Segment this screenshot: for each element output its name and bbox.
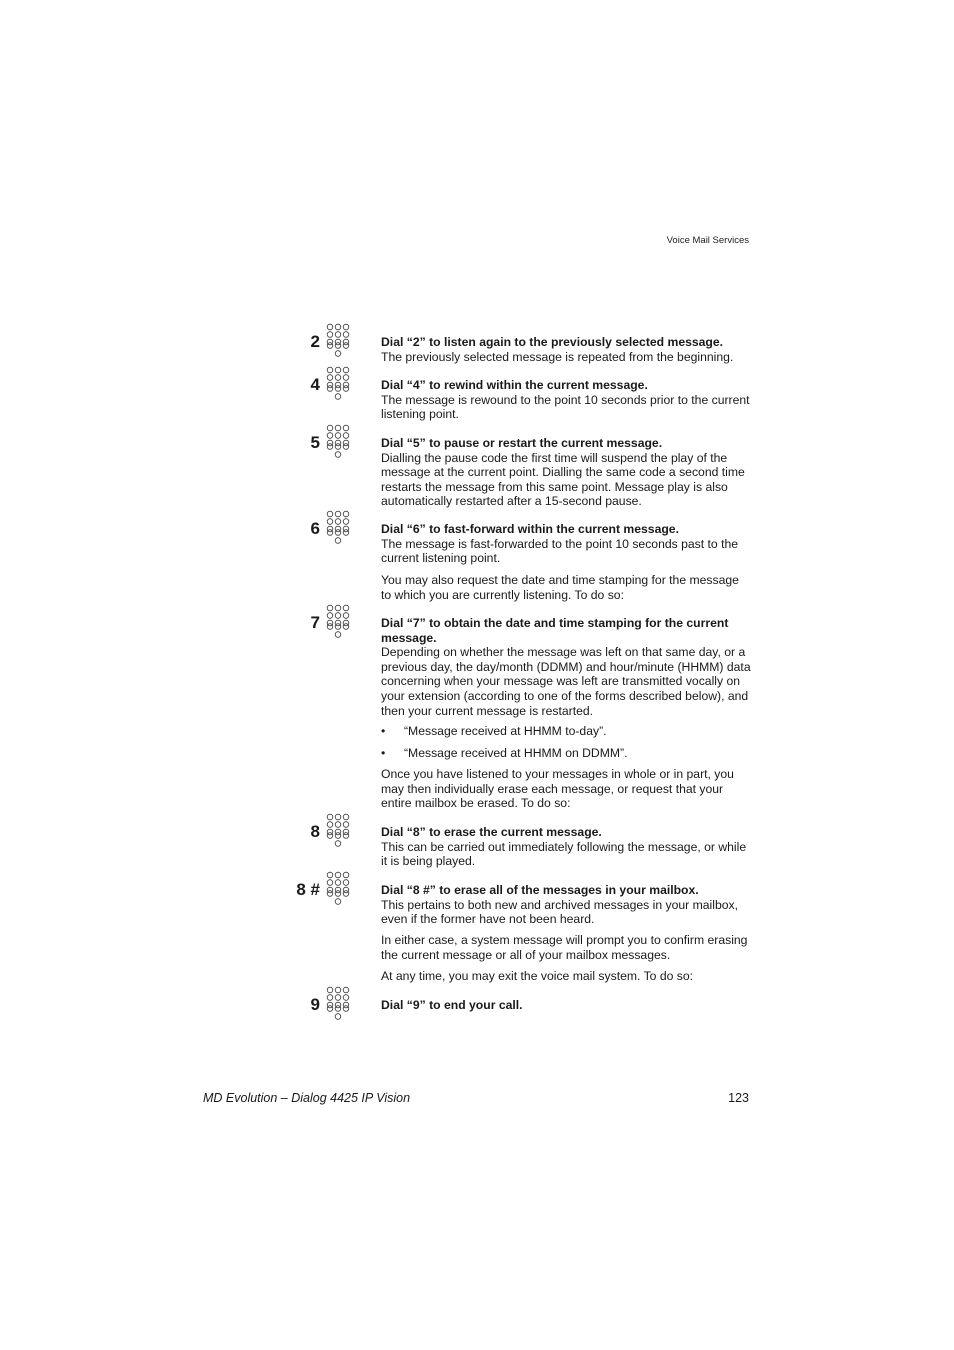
keypad-key [327, 891, 333, 897]
keypad-icon [325, 871, 351, 905]
keypad-key [343, 324, 349, 330]
keypad-key [327, 367, 333, 373]
keypad-key [327, 814, 333, 820]
keypad-key [335, 324, 341, 330]
bullet-text: “Message received at HHMM to-day”. [404, 724, 607, 738]
page-number: 123 [728, 1091, 749, 1105]
keypad-icon [325, 323, 351, 357]
keypad-key [335, 452, 341, 458]
keypad-key [343, 891, 349, 897]
keypad-key [327, 332, 333, 338]
keypad-key [335, 444, 341, 450]
keypad-key [327, 833, 333, 839]
keypad-key [335, 899, 341, 905]
key-label-8: 8 [310, 822, 320, 841]
keypad-key [335, 624, 341, 630]
keypad-key [327, 519, 333, 525]
instruction-dial-4 [381, 378, 751, 422]
keypad-icon [325, 366, 351, 400]
key-label-6: 6 [310, 519, 320, 538]
instruction-text: Dialling the pause code the first time will suspend the play of the message at the current point. Dialling the same code a second time restarts the message from this same point. Message play is also automatically restarted after a 15-second pause. [381, 450, 745, 509]
keypad-key [335, 425, 341, 431]
keypad-key [343, 833, 349, 839]
keypad-key [335, 880, 341, 886]
keypad-key [335, 343, 341, 349]
keypad-key [335, 1006, 341, 1012]
keypad-key [327, 995, 333, 1001]
key-label-7: 7 [310, 613, 320, 632]
paragraph-erase-intro: Once you have listened to your messages in whole or in part, you may then individually erase each message, or request that your entire mailbox be erased. To do so: [381, 767, 734, 811]
keypad-key [343, 995, 349, 1001]
keypad-key [327, 444, 333, 450]
instruction-dial-9 [381, 998, 751, 1013]
keypad-key [343, 511, 349, 517]
instruction-text: Depending on whether the message was left on that same day, or a previous day, the day/month (DDMM) and hour/minute (HHMM) data concerning when your message was left are transmitted vocally on your extension (according to one of the forms described below), and then your current message is restarted. [381, 645, 751, 718]
key-label-4: 4 [310, 375, 320, 394]
instruction-dial-5 [381, 436, 751, 509]
keypad-key [343, 444, 349, 450]
keypad-key [343, 332, 349, 338]
keypad-key [343, 343, 349, 349]
keypad-key [335, 386, 341, 392]
keypad-key [343, 624, 349, 630]
keypad-key [327, 872, 333, 878]
keypad-key [335, 822, 341, 828]
keypad-key [343, 433, 349, 439]
keypad-key [335, 833, 341, 839]
keypad-key [335, 519, 341, 525]
keypad-key [343, 367, 349, 373]
keypad-key [335, 332, 341, 338]
instruction-text: The message is fast-forwarded to the point 10 seconds past to the current listening point. [381, 536, 739, 566]
keypad-key [343, 1006, 349, 1012]
instruction-heading: Dial “2” to listen again to the previously selected message. [381, 335, 724, 349]
keypad-key [327, 433, 333, 439]
bullet-symbol: • [381, 746, 386, 760]
instruction-text: This can be carried out immediately following the message, or while it is being played. [381, 839, 747, 869]
instruction-heading: Dial “8 #” to erase all of the messages in your mailbox. [381, 883, 699, 897]
keypad-key [343, 613, 349, 619]
key-label-5: 5 [310, 433, 320, 452]
keypad-key [335, 538, 341, 544]
keypad-key [343, 814, 349, 820]
keypad-key [335, 841, 341, 847]
keypad-icon [325, 813, 351, 847]
key-label-2: 2 [310, 332, 320, 351]
running-header: Voice Mail Services [666, 235, 749, 246]
instruction-dial-8 [381, 825, 751, 869]
keypad-key [335, 367, 341, 373]
instruction-heading: Dial “5” to pause or restart the current message. [381, 436, 663, 450]
instruction-text: The message is rewound to the point 10 seconds prior to the current listening point. [381, 392, 750, 422]
keypad-key [335, 530, 341, 536]
instruction-heading: Dial “6” to fast-forward within the current message. [381, 522, 679, 536]
keypad-key [343, 530, 349, 536]
keypad-key [343, 375, 349, 381]
key-label-8-hash: 8 # [296, 880, 320, 899]
keypad-key [343, 872, 349, 878]
bullet-text: “Message received at HHMM on DDMM”. [404, 746, 628, 760]
keypad-key [327, 605, 333, 611]
paragraph-exit-intro: At any time, you may exit the voice mail system. To do so: [381, 969, 694, 983]
footer-document-title: MD Evolution – Dialog 4425 IP Vision [203, 1091, 411, 1105]
keypad-icon [325, 510, 351, 544]
keypad-key [327, 1006, 333, 1012]
keypad-key [343, 880, 349, 886]
keypad-key [343, 425, 349, 431]
keypad-key [327, 987, 333, 993]
keypad-key [327, 324, 333, 330]
keypad-icon [325, 604, 351, 638]
keypad-key [335, 995, 341, 1001]
keypad-key [327, 343, 333, 349]
keypad-key [335, 511, 341, 517]
keypad-key [335, 375, 341, 381]
keypad-key [343, 605, 349, 611]
keypad-key [343, 386, 349, 392]
keypad-key [327, 880, 333, 886]
keypad-key [335, 814, 341, 820]
instruction-heading: Dial “4” to rewind within the current message. [381, 378, 648, 392]
keypad-key [327, 375, 333, 381]
keypad-key [335, 872, 341, 878]
keypad-key [327, 624, 333, 630]
keypad-key [327, 822, 333, 828]
keypad-key [335, 1014, 341, 1020]
keypad-key [335, 351, 341, 357]
keypad-key [335, 632, 341, 638]
instruction-dial-6 [381, 522, 751, 566]
instruction-text: This pertains to both new and archived messages in your mailbox, even if the former have not been heard. [381, 897, 739, 927]
keypad-key [343, 822, 349, 828]
keypad-key [335, 987, 341, 993]
keypad-icon [325, 424, 351, 458]
instruction-text: The previously selected message is repeated from the beginning. [381, 349, 734, 364]
keypad-key [327, 425, 333, 431]
instruction-dial-2 [381, 335, 751, 364]
keypad-key [327, 613, 333, 619]
keypad-key [343, 987, 349, 993]
instruction-dial-7 [381, 616, 751, 718]
keypad-key [335, 891, 341, 897]
keypad-key [335, 613, 341, 619]
keypad-key [327, 386, 333, 392]
key-label-9: 9 [310, 995, 320, 1014]
keypad-key [327, 511, 333, 517]
keypad-key [327, 530, 333, 536]
keypad-icon [325, 986, 351, 1020]
instruction-heading: Dial “9” to end your call. [381, 998, 523, 1012]
keypad-key [343, 519, 349, 525]
instruction-heading: Dial “7” to obtain the date and time stamping for the current message. [381, 616, 729, 645]
bullet-symbol: • [381, 724, 386, 738]
instruction-dial-8-hash [381, 883, 751, 927]
keypad-key [335, 394, 341, 400]
instruction-heading: Dial “8” to erase the current message. [381, 825, 602, 839]
keypad-key [335, 605, 341, 611]
paragraph-confirm-erase: In either case, a system message will prompt you to confirm erasing the current message or all of your mailbox messages. [381, 933, 748, 962]
keypad-key [335, 433, 341, 439]
paragraph-date-stamp-intro: You may also request the date and time stamping for the message to which you are currently listening. To do so: [381, 573, 739, 602]
